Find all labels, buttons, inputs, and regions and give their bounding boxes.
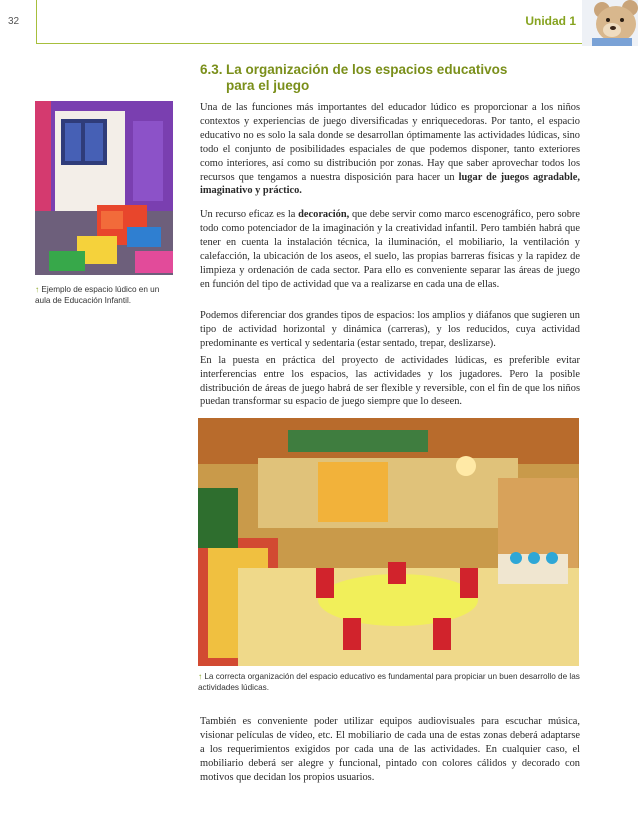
header-rule <box>36 43 596 44</box>
paragraph-3-4 <box>200 309 580 412</box>
section-title <box>200 62 590 94</box>
header-divider <box>36 0 37 44</box>
section-title-line2: para el juego <box>226 78 310 93</box>
paragraph-2-text-c: que debe servir como marco escenográfico, pero sobre todo como potenciador de la imaginación y la creatividad infantil. Pero también habrá que tener en cuenta la instalación técnica, la iluminación, el mobiliario, la ventilación y calefacción, la ubicación de los aseos, el suelo, las propias barreras físicas y la rapidez de limpieza y ordenación de cada sector. Para ello es conveniente separar las áreas de juego en función del tipo de actividad que va a realizarse en cada una de ellas. <box>200 209 580 290</box>
paragraph-2-text-a: Un recurso eficaz es la <box>200 209 299 220</box>
paragraph-1 <box>200 101 580 201</box>
paragraph-5-text: También es conveniente poder utilizar equipos audiovisuales para escuchar música, visionar películas de vídeo, etc. El mobiliario de cada una de estas zonas deberá adaptarse a los requerimientos exigidos por cada una de las actividades. En cualquier caso, el mobiliario deberá ser alegre y funcional, pintado con colores cálidos y decorado con motivos que decidan los propios usuarios. <box>200 716 580 783</box>
paragraph-1-text: Una de las funciones más importantes del educador lúdico es proporcionar a los niños contextos y experiencias de juego diversificadas y enriquecedoras. Por tanto, el espacio educativo no es solo la sala donde se desarrollan óptimamente las actividades lúdicas, sino todo el conjunto de posibilidades espaciales de que podemos disponer, tanto exteriores como interiores, así como su distribución por zonas. Hay que saber aprovechar todos los recursos que tengamos a nuestra disposición para hacer un <box>200 102 580 183</box>
paragraph-1-bold: lugar de juegos agradable, imaginativo y práctico. <box>200 171 580 197</box>
page-number: 32 <box>8 16 20 27</box>
caption-arrow-icon: ↑ <box>35 285 40 294</box>
classroom-photo-small <box>35 101 173 275</box>
paragraph-3: Podemos diferenciar dos grandes tipos de espacios: los amplios y diáfanos que sugieren un tipo de actividad horizontal y dinámica (carreras), y los reducidos, cuya actividad predominante es vertical y sedentaria (estar sentado, trepar, deslizarse). <box>200 310 580 349</box>
teddy-bear-icon <box>582 0 638 46</box>
caption-photo-large <box>198 671 582 693</box>
caption-arrow-icon: ↑ <box>198 672 203 681</box>
caption-photo-small <box>35 284 177 306</box>
classroom-photo-large <box>198 418 579 666</box>
caption-photo-large-text: La correcta organización del espacio educativo es fundamental para propiciar un buen desarrollo de las actividades lúdicas. <box>198 672 580 692</box>
paragraph-5 <box>200 715 580 788</box>
section-title-line1: La organización de los espacios educativos <box>226 62 508 77</box>
paragraph-2-bold: decoración, <box>298 209 350 220</box>
section-number: 6.3. <box>200 62 223 77</box>
unit-label: Unidad 1 <box>525 14 576 28</box>
paragraph-2 <box>200 208 580 294</box>
paragraph-4: En la puesta en práctica del proyecto de actividades lúdicas, es preferible evitar interferencias entre los espacios, las actividades y los jugadores. Pero la posible distribución de áreas de juego habrá de ser flexible y reversible, con el fin de que los niños puedan transformar su espacio de juego siempre que lo deseen. <box>200 354 580 408</box>
caption-photo-small-text: Ejemplo de espacio lúdico en un aula de Educación Infantil. <box>35 285 160 305</box>
page-header <box>0 0 638 48</box>
